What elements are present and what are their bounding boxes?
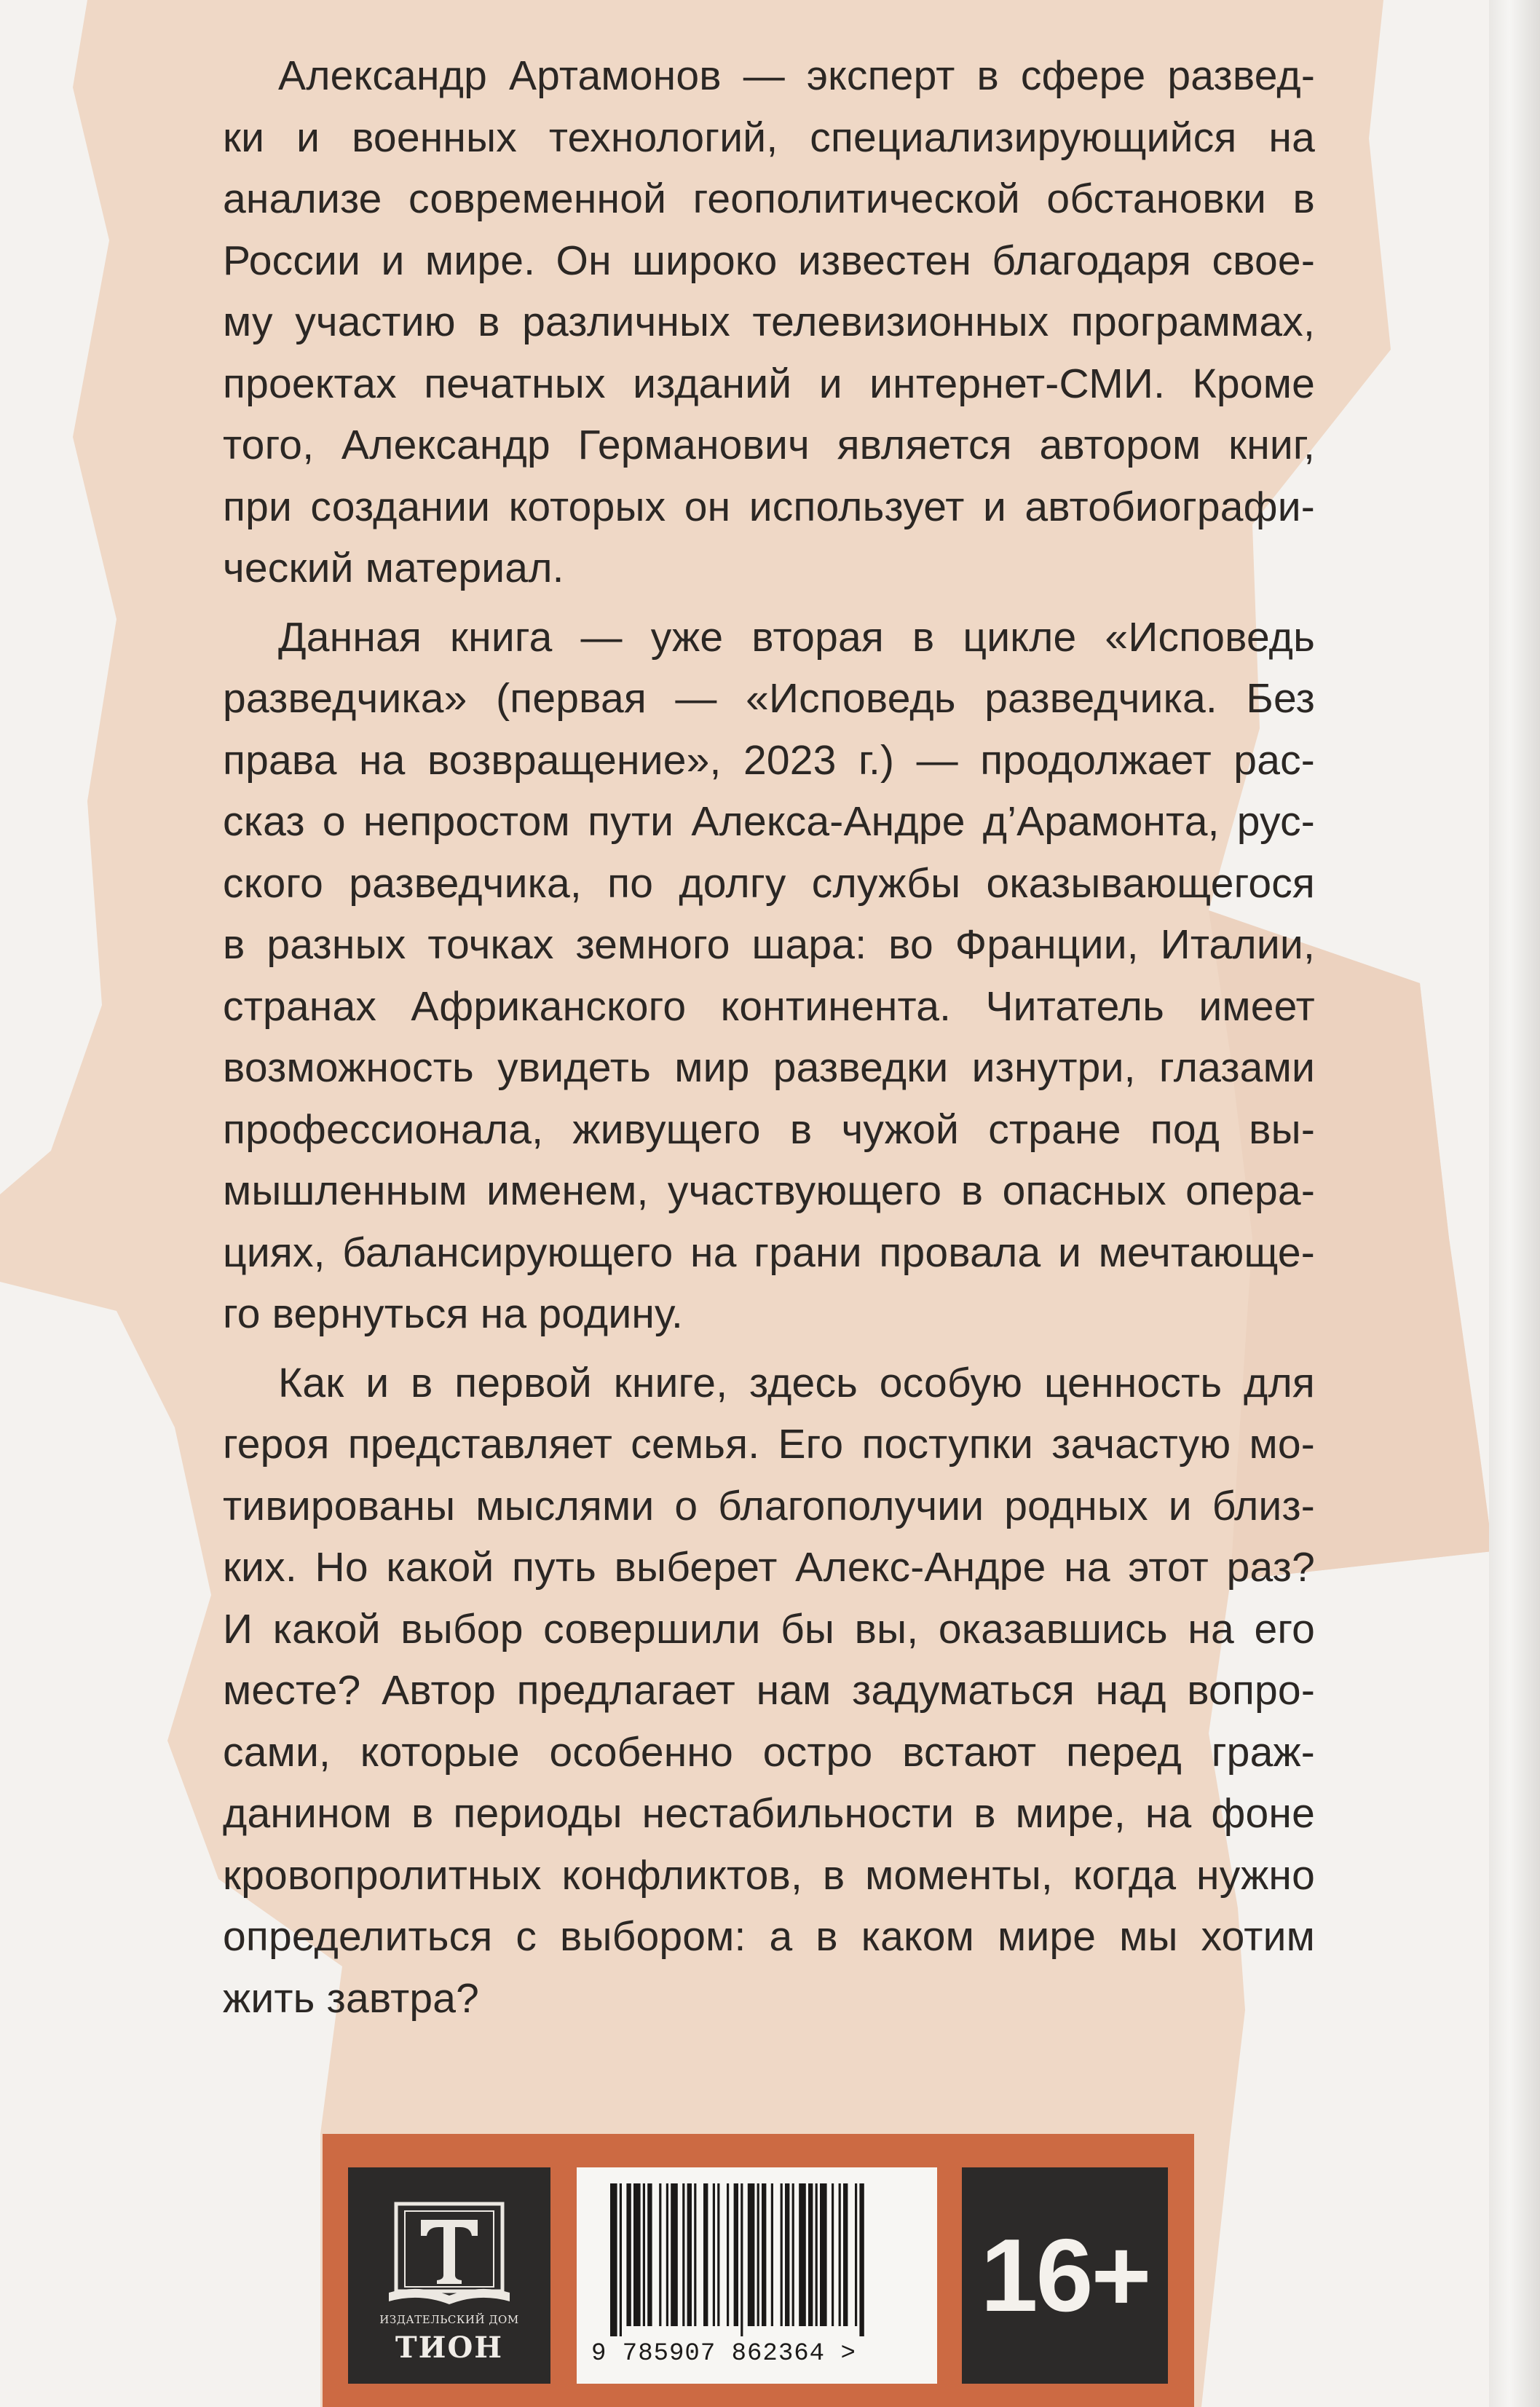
text-line: тивированы мыслями о благополучии родных и близ-: [223, 1482, 1315, 1529]
text-line: му участию в различных телевизионных программах,: [223, 299, 1315, 345]
text-line: И какой выбор совершили бы вы, оказавшись на его: [223, 1605, 1315, 1652]
publisher-logo: [348, 2167, 550, 2384]
text-line: профессионала, живущего в чужой стране под вы-: [223, 1106, 1315, 1153]
text-line: го вернуться на родину.: [223, 1291, 684, 1337]
text-line: Александр Артамонов — эксперт в сфере развед-: [278, 52, 1315, 99]
text-line: России и мире. Он широко известен благодаря свое-: [223, 237, 1315, 284]
annotation-paragraph-1: [223, 45, 1315, 599]
text-line: сказ о непростом пути Алекса-Андре д’Арамонта, рус-: [223, 798, 1315, 845]
text-line: жить завтра?: [223, 1974, 480, 2022]
isbn-barcode: [577, 2167, 937, 2384]
book-letter-t-icon: [386, 2197, 513, 2306]
book-edge: [1489, 0, 1540, 2407]
text-line: сами, которые особенно остро встают перед граж-: [223, 1728, 1315, 1776]
age-rating-badge: [962, 2167, 1168, 2384]
text-line: героя представляет семья. Его поступки зачастую мо-: [223, 1421, 1315, 1468]
text-line: в разных точках земного шара: во Франции, Италии,: [223, 921, 1315, 968]
text-line: ского разведчика, по долгу службы оказывающегося: [223, 859, 1315, 907]
text-line: Как и в первой книге, здесь особую ценность для: [278, 1359, 1315, 1406]
publisher-name: ТИОН: [395, 2331, 504, 2365]
text-line: мышленным именем, участвующего в опасных опера-: [223, 1167, 1315, 1214]
text-line: права на возвращение», 2023 г.) — продолжает рас-: [223, 736, 1315, 784]
text-line: странах Африканского континента. Читатель имеет: [223, 982, 1315, 1030]
text-line: анализе современной геополитической обстановки в: [223, 176, 1315, 222]
text-line: Данная книга — уже вторая в цикле «Исповедь: [278, 613, 1315, 661]
isbn-number: 9 785907 862364 >: [591, 2340, 856, 2368]
text-line: ческий материал.: [223, 545, 564, 591]
text-line: ки и военных технологий, специализирующийся на: [223, 114, 1315, 161]
text-line: кровопролитных конфликтов, в моменты, когда нужно: [223, 1851, 1315, 1899]
publisher-caption: ИЗДАТЕЛЬСКИЙ ДОМ: [379, 2313, 519, 2326]
annotation-text: [223, 45, 1315, 2036]
barcode-icon: [606, 2183, 912, 2336]
text-line: возможность увидеть мир разведки изнутри, глазами: [223, 1044, 1315, 1091]
text-line: циях, балансирующего на грани провала и мечтающе-: [223, 1229, 1315, 1276]
text-line: того, Александр Германович является автором книг,: [223, 422, 1315, 468]
text-line: ких. Но какой путь выберет Алекс-Андре на этот раз?: [223, 1544, 1315, 1591]
annotation-paragraph-3: [223, 1352, 1315, 2030]
age-rating-label: 16+: [980, 2217, 1150, 2333]
annotation-paragraph-2: [223, 607, 1315, 1345]
text-line: проектах печатных изданий и интернет-СМИ. Кроме: [223, 360, 1315, 407]
text-line: данином в периоды нестабильности в мире, на фоне: [223, 1790, 1315, 1837]
text-line: определиться с выбором: а в каком мире мы хотим: [223, 1913, 1315, 1960]
text-line: при создании которых он использует и автобиографи-: [223, 483, 1315, 530]
text-line: месте? Автор предлагает нам задуматься над вопро-: [223, 1667, 1315, 1714]
text-line: разведчика» (первая — «Исповедь разведчика. Без: [223, 675, 1315, 722]
